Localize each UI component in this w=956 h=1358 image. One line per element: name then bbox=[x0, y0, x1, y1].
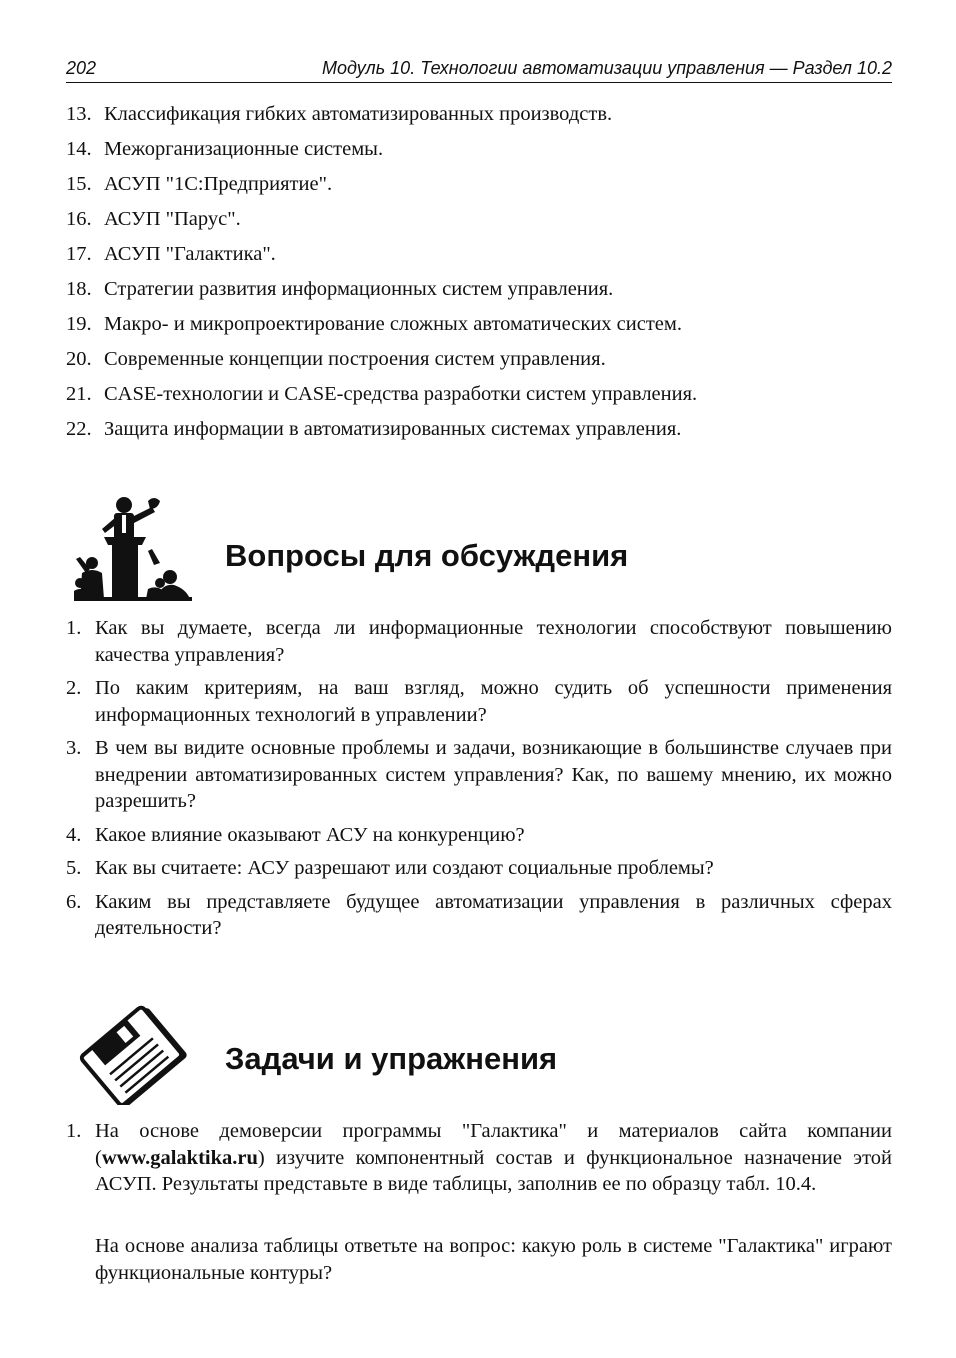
list-item bbox=[66, 346, 896, 381]
item-number: 4. bbox=[66, 823, 82, 846]
item-text: Как вы думаете, всегда ли информационные технологии способствуют повышению качества управления? bbox=[95, 617, 892, 666]
list-item bbox=[66, 416, 896, 451]
running-title: Модуль 10. Технологии автоматизации управления — Раздел 10.2 bbox=[322, 58, 892, 78]
item-text: Каким вы представляете будущее автоматизации управления в различных сферах деятельности? bbox=[95, 890, 892, 939]
list-item bbox=[66, 171, 896, 206]
item-text: Современные концепции построения систем управления. bbox=[104, 348, 606, 370]
item-number: 20. bbox=[66, 348, 92, 370]
exercise-followup-text: На основе анализа таблицы ответьте на вопрос: какую роль в системе "Галактика" играют функциональные контуры? bbox=[95, 1235, 892, 1284]
list-item bbox=[66, 381, 896, 416]
item-number: 1. bbox=[66, 617, 82, 639]
item-text: Защита информации в автоматизированных системах управления. bbox=[104, 418, 682, 440]
list-item bbox=[66, 735, 892, 815]
website-link: www.galaktika.ru bbox=[101, 1146, 258, 1169]
item-text: Макро- и микропроектирование сложных автоматических систем. bbox=[104, 313, 682, 335]
item-number: 21. bbox=[66, 383, 92, 405]
running-header bbox=[66, 56, 892, 83]
item-text: Стратегии развития информационных систем управления. bbox=[104, 278, 614, 300]
page-number: 202 bbox=[66, 58, 97, 78]
item-number: 17. bbox=[66, 243, 92, 265]
item-number: 3. bbox=[66, 737, 82, 759]
list-item bbox=[66, 206, 896, 241]
list-item bbox=[66, 276, 896, 311]
topics-list bbox=[66, 101, 896, 451]
item-number: 22. bbox=[66, 418, 92, 440]
list-item bbox=[66, 311, 896, 346]
list-item bbox=[66, 101, 896, 136]
item-number: 15. bbox=[66, 173, 92, 195]
exercises-list bbox=[66, 1118, 892, 1205]
list-item bbox=[66, 136, 896, 171]
exercises-heading: Задачи и упражнения bbox=[225, 1041, 558, 1076]
item-text: АСУП "Парус". bbox=[104, 208, 241, 230]
list-item bbox=[66, 615, 892, 668]
item-number: 6. bbox=[66, 890, 82, 913]
item-text: CASE-технологии и CASE-средства разработки систем управления. bbox=[104, 383, 698, 405]
item-number: 18. bbox=[66, 278, 92, 300]
discussion-heading: Вопросы для обсуждения bbox=[225, 538, 629, 573]
item-text: Какое влияние оказывают АСУ на конкуренцию? bbox=[95, 823, 525, 846]
item-text-before: На основе демоверсии программы "Галактика" и материалов сайта компании ( bbox=[95, 1120, 892, 1169]
item-number: 5. bbox=[66, 857, 82, 879]
list-item bbox=[66, 675, 892, 728]
item-number: 1. bbox=[66, 1120, 82, 1142]
list-item bbox=[66, 1118, 892, 1198]
item-number: 16. bbox=[66, 208, 92, 230]
item-text: АСУП "1С:Предприятие". bbox=[104, 173, 333, 195]
item-text: По каким критериям, на ваш взгляд, можно судить об успешности применения информационных технологий в управлении? bbox=[95, 677, 892, 726]
item-number: 14. bbox=[66, 138, 92, 160]
item-text-after: ) изучите компонентный состав и функциональное назначение этой АСУП. Результаты представьте в виде таблицы, заполнив ее по образцу табл. 10.4. bbox=[95, 1146, 892, 1195]
list-item bbox=[66, 241, 896, 276]
item-text: Межорганизационные системы. bbox=[104, 138, 384, 160]
item-number: 13. bbox=[66, 103, 92, 125]
item-text: В чем вы видите основные проблемы и задачи, возникающие в большинстве случаев при внедрении автоматизированных систем управления? Как, по вашему мнению, их можно разрешить? bbox=[95, 737, 892, 812]
item-number: 2. bbox=[66, 677, 82, 699]
speaker-podium-icon bbox=[74, 493, 192, 605]
discussion-questions-list bbox=[66, 615, 892, 949]
list-item bbox=[66, 822, 892, 849]
list-item bbox=[66, 855, 892, 882]
floppy-disk-icon bbox=[74, 1005, 192, 1105]
list-item bbox=[66, 889, 892, 942]
item-text: Классификация гибких автоматизированных производств. bbox=[104, 103, 613, 125]
item-text: Как вы считаете: АСУ разрешают или создают социальные проблемы? bbox=[95, 857, 714, 879]
item-number: 19. bbox=[66, 313, 92, 335]
item-text: АСУП "Галактика". bbox=[104, 243, 276, 265]
